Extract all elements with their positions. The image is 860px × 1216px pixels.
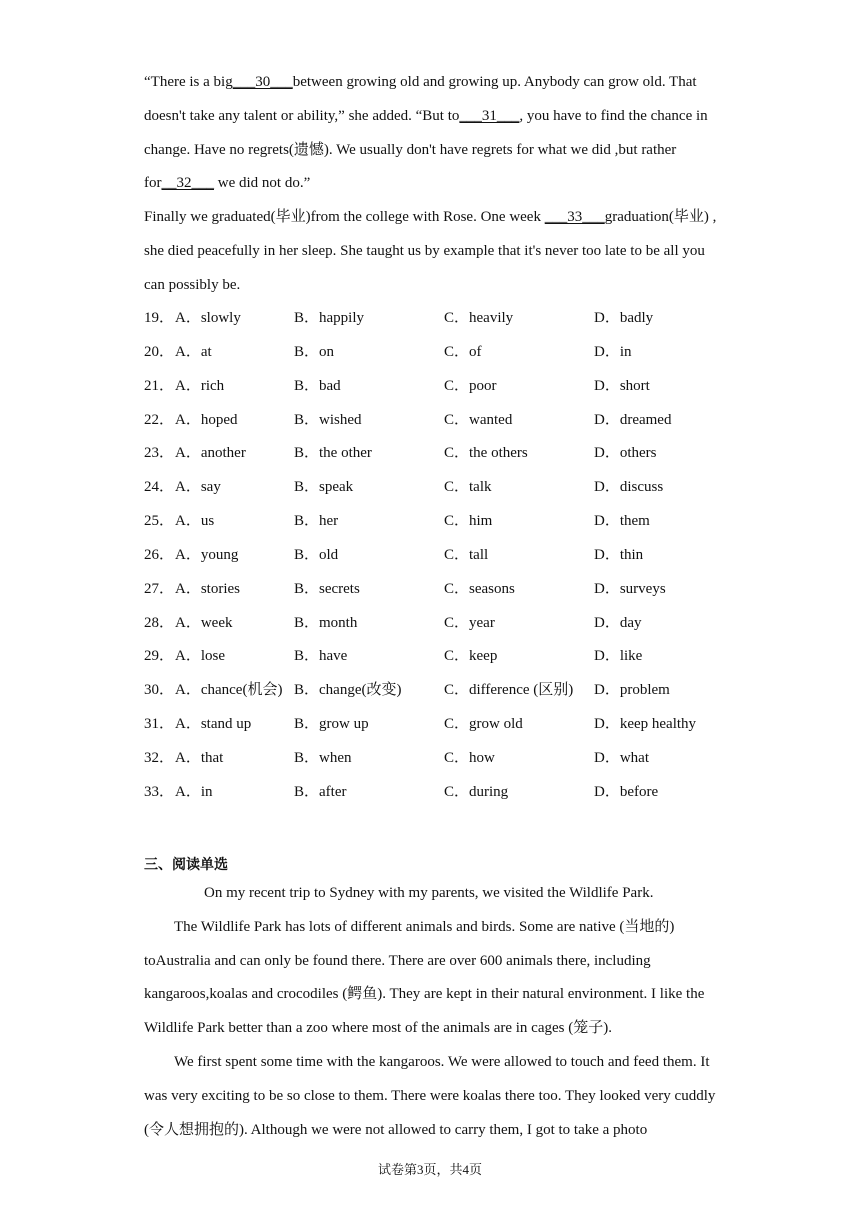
question-number: 21． — [144, 377, 175, 394]
blank-30: ___30___ — [232, 74, 293, 90]
option-c: C．talk — [444, 479, 492, 496]
option-b: B．secrets — [294, 580, 360, 597]
option-b: B．happily — [294, 310, 364, 326]
question-row — [144, 708, 744, 742]
option-d: D．keep healthy — [594, 716, 697, 733]
option-c: C．heavily — [444, 310, 514, 326]
option-b: B．after — [294, 783, 347, 800]
option-b: B．old — [294, 546, 339, 563]
option-a: A．at — [175, 343, 212, 360]
question-row — [144, 471, 744, 505]
option-c: C．how — [444, 749, 495, 766]
question-row — [144, 742, 744, 776]
question-number: 19． — [144, 310, 175, 326]
option-a: A．in — [175, 783, 213, 800]
option-d: D．thin — [594, 546, 644, 563]
option-b: B．month — [294, 614, 358, 631]
option-b: B．speak — [294, 479, 354, 496]
option-d: D．what — [594, 749, 649, 766]
cloze-text: Finally we graduated(毕业)from the college with Rose. One week — [144, 209, 545, 225]
cloze-paragraph-1 — [144, 66, 720, 201]
question-number: 28． — [144, 614, 175, 631]
question-row — [144, 776, 744, 810]
question-number: 33． — [144, 783, 175, 800]
passage-paragraph: The Wildlife Park has lots of different animals and birds. Some are native (当地的) toAustralia and can only be found there. There are over 600 animals there, including kangaroos,koalas and crocodiles (鳄鱼). They are kept in their natural environment. I like the Wildlife Park better than a zoo where most of the animals are in cages (笼子). — [144, 918, 705, 1037]
option-c: C．poor — [444, 377, 497, 394]
option-a: A．slowly — [175, 310, 241, 326]
blank-33: ___33___ — [544, 209, 605, 225]
option-c: C．during — [444, 783, 509, 800]
option-c: C．of — [444, 343, 482, 360]
option-d: D．short — [594, 377, 650, 394]
option-a: A．chance(机会) — [175, 682, 283, 699]
option-b: B．the other — [294, 445, 372, 462]
option-d: D．day — [594, 614, 642, 631]
option-a: A．us — [175, 513, 215, 530]
option-c: C．difference (区别) — [444, 682, 574, 699]
option-d: D．discuss — [594, 479, 664, 496]
cloze-text: graduation(毕业) , she died peacefully in her sleep. She taught us by example that it's never too late to be all you can possibly be. — [144, 209, 717, 293]
option-c: C．seasons — [444, 580, 515, 597]
question-number: 27． — [144, 580, 175, 597]
question-number: 20． — [144, 343, 175, 360]
option-c: C．the others — [444, 445, 528, 462]
question-row — [144, 640, 744, 674]
option-c: C．wanted — [444, 411, 513, 428]
option-a: A．another — [175, 445, 246, 462]
question-number: 25． — [144, 513, 175, 530]
question-row — [144, 404, 744, 438]
option-b: B．her — [294, 513, 339, 530]
option-d: D．in — [594, 343, 632, 360]
question-row — [144, 539, 744, 573]
question-row — [144, 505, 744, 539]
question-options — [144, 302, 744, 810]
option-c: C．year — [444, 614, 495, 631]
cloze-text: , you have to find the chance in change. Have no regrets(遗憾). We usually don't have regrets for what we did ,but rather for — [144, 107, 708, 192]
cloze-text: between growing old and growing up. Anybody can grow old. That doesn't take any talent or ability,” she added. “But to — [144, 74, 697, 124]
option-a: A．week — [175, 614, 233, 631]
option-c: C．keep — [444, 648, 498, 665]
question-number: 22． — [144, 411, 175, 428]
option-d: D．problem — [594, 682, 670, 699]
option-a: A．young — [175, 546, 239, 563]
option-d: D．before — [594, 783, 659, 800]
question-number: 30． — [144, 682, 175, 699]
passage-paragraph: On my recent trip to Sydney with my parents, we visited the Wildlife Park. — [204, 885, 654, 901]
option-b: B．wished — [294, 411, 362, 428]
option-a: A．that — [175, 749, 224, 766]
reading-passage — [144, 877, 716, 1147]
option-d: D．surveys — [594, 580, 666, 597]
option-d: D．them — [594, 513, 650, 530]
option-a: A．hoped — [175, 411, 238, 428]
question-row — [144, 336, 744, 370]
option-b: B．when — [294, 749, 352, 766]
cloze-paragraph-2 — [144, 201, 720, 302]
page-footer: 试卷第3页，共4页 — [377, 1162, 482, 1177]
question-number: 24． — [144, 479, 175, 496]
question-number: 32． — [144, 749, 175, 766]
option-c: C．tall — [444, 546, 489, 563]
blank-32: __32___ — [161, 175, 214, 192]
option-b: B．grow up — [294, 716, 369, 733]
option-a: A．stand up — [175, 716, 252, 733]
option-b: B．change(改变) — [294, 682, 402, 699]
option-b: B．on — [294, 343, 335, 360]
section-title: 三、阅读单选 — [144, 857, 228, 873]
option-d: D．dreamed — [594, 411, 672, 428]
option-d: D．others — [594, 445, 657, 462]
question-row — [144, 370, 744, 404]
blank-31: ___31___ — [459, 107, 520, 124]
question-number: 29． — [144, 648, 175, 665]
option-d: D．badly — [594, 310, 654, 326]
passage-paragraph: We first spent some time with the kangaroos. We were allowed to touch and feed them. It was very exciting to be so close to them. There were koalas there too. They looked very cuddly (令人想拥抱的). Although we were not allowed to carry them, I got to take a photo — [144, 1053, 716, 1138]
question-number: 23． — [144, 445, 175, 462]
cloze-text: we did not do.” — [214, 175, 311, 192]
question-row — [144, 674, 744, 708]
option-a: A．say — [175, 479, 221, 496]
option-d: D．like — [594, 648, 643, 665]
option-c: C．him — [444, 513, 493, 530]
question-number: 26． — [144, 546, 175, 563]
question-row — [144, 607, 744, 641]
option-c: C．grow old — [444, 716, 523, 733]
option-b: B．have — [294, 648, 348, 665]
question-row — [144, 437, 744, 471]
question-number: 31． — [144, 716, 175, 733]
cloze-text: “There is a big — [144, 74, 233, 90]
option-a: A．rich — [175, 377, 225, 394]
question-row — [144, 573, 744, 607]
option-a: A．stories — [175, 580, 240, 597]
question-row — [144, 302, 744, 336]
option-b: B．bad — [294, 377, 341, 394]
option-a: A．lose — [175, 648, 225, 665]
